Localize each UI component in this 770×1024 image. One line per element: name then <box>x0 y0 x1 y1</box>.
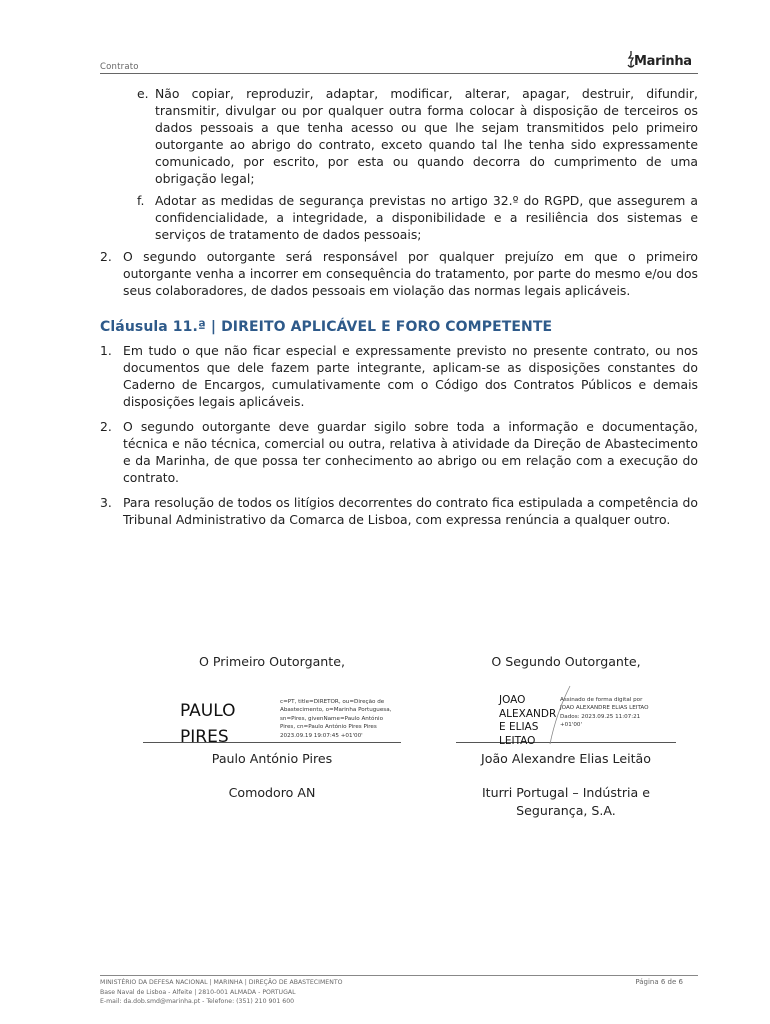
stamp-name-line: E ELIAS <box>499 721 539 733</box>
signature-stamp-details: Assinado de forma digital por JOAO ALEXANDRE ELIAS LEITAO Dados: 2023.09.25 11:07:21 +01'00' <box>560 697 649 729</box>
item-marker: f. <box>137 193 145 208</box>
document-body <box>100 85 698 534</box>
clause-item-2 <box>100 418 698 486</box>
signature-heading: O Segundo Outorgante, <box>491 654 641 669</box>
signature-stamp-name <box>180 698 235 750</box>
numbered-item-2 <box>100 248 698 299</box>
stamp-name-line: JOAO <box>499 694 526 706</box>
digital-signature-stamp <box>456 672 676 747</box>
footer-line: MINISTÉRIO DA DEFESA NACIONAL | MARINHA | DIREÇÃO DE ABASTECIMENTO <box>100 979 343 986</box>
item-text: O segundo outorgante será responsável por qualquer prejuízo em que o primeiro outorgante venha a incorrer em consequência do tratamento, por parte do mesmo e/ou dos seus colaboradores, de dados pessoais em violação das normas legais aplicáveis. <box>123 249 698 298</box>
footer <box>100 978 342 1007</box>
logo-text: Marinha <box>634 54 692 69</box>
item-marker: 2. <box>100 249 112 264</box>
item-text: Para resolução de todos os litígios decorrentes do contrato fica estipulada a competência do Tribunal Administrativo da Comarca de Lisboa, com expressa renúncia a qualquer outro. <box>123 495 698 527</box>
signatory-name: Paulo António Pires <box>211 751 333 766</box>
clause-item-3 <box>100 494 698 528</box>
stamp-name-line: LEITAO <box>499 734 536 747</box>
sub-item-e <box>100 85 698 187</box>
signature-block-first <box>143 654 401 802</box>
signatory-name: João Alexandre Elias Leitão <box>481 751 651 766</box>
footer-line: E-mail: da.dob.smd@marinha.pt - Telefone: (351) 210 901 600 <box>100 998 295 1005</box>
marinha-logo <box>626 50 698 70</box>
stamp-name-line: ALEXANDR <box>499 707 557 720</box>
digital-signature-stamp <box>143 672 401 747</box>
stamp-name-line: PIRES <box>180 727 229 747</box>
item-marker: e. <box>137 86 149 101</box>
item-marker: 2. <box>100 419 112 434</box>
clause-title: Cláusula 11.ª | DIREITO APLICÁVEL E FORO COMPETENTE <box>100 319 553 335</box>
sub-item-f <box>100 192 698 243</box>
item-text: Não copiar, reproduzir, adaptar, modificar, alterar, apagar, destruir, difundir, transmitir, divulgar ou por qualquer outra forma colocar à disposição de terceiros os dados pessoais a que tenha acesso ou que lhe sejam transmitidos pelo primeiro outorgante ao abrigo do contrato, exceto quando tal lhe tenha sido expressamente comunicado, por escrito, por esta ou quando decorra do cumprimento de uma obrigação legal; <box>155 86 698 186</box>
item-marker: 1. <box>100 343 112 358</box>
item-text: O segundo outorgante deve guardar sigilo sobre toda a informação e documentação, técnica e não técnica, comercial ou outra, relativa à atividade da Direção de Abastecimento e da Marinha, de que possa ter conhecimento ao abrigo ou em relação com a execução do contrato. <box>123 419 698 485</box>
item-marker: 3. <box>100 495 112 510</box>
footer-line: Base Naval de Lisboa - Alfeite | 2810-001 ALMADA - PORTUGAL <box>100 988 296 996</box>
clause-item-1 <box>100 342 698 410</box>
company-line: Segurança, S.A. <box>516 803 616 818</box>
signatory-company <box>456 784 676 820</box>
signatory-title: Comodoro AN <box>228 785 316 800</box>
header-label: Contrato <box>100 62 139 72</box>
header-rule <box>100 73 698 74</box>
signature-heading: O Primeiro Outorgante, <box>199 654 345 669</box>
footer-rule <box>100 975 698 976</box>
signature-block-second <box>456 654 676 820</box>
item-text: Adotar as medidas de segurança previstas no artigo 32.º do RGPD, que assegurem a confidencialidade, a integridade, a disponibilidade e a resiliência dos sistemas e serviços de tratamento de dados pessoais; <box>155 193 698 242</box>
item-text: Em tudo o que não ficar especial e expressamente previsto no presente contrato, ou nos documentos que dele fazem parte integrante, aplicam-se as disposições constantes do Caderno de Encargos, cumulativamente com o Código dos Contratos Públicos e demais disposições legais aplicáveis. <box>123 343 698 409</box>
page-number: Página 6 de 6 <box>635 978 683 986</box>
signature-stamp-details: c=PT, title=DIRETOR, ou=Direção de Abastecimento, o=Marinha Portuguesa, sn=Pires, givenName=Paulo António Pires, cn=Paulo António Pires Pires 2023.09.19 19:07:45 +01'00' <box>280 699 392 739</box>
company-line: Iturri Portugal – Indústria e <box>481 785 651 800</box>
stamp-name-line: PAULO <box>180 701 236 721</box>
